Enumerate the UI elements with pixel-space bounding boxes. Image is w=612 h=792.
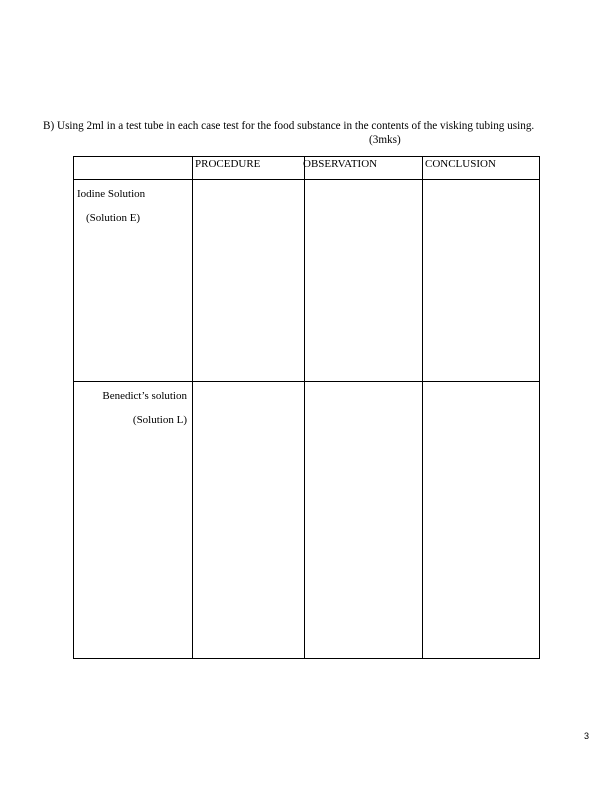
table-row [74, 180, 540, 382]
header-procedure: PROCEDURE [193, 157, 305, 180]
reagent-label: Iodine Solution [77, 188, 146, 200]
procedure-answer-cell[interactable] [193, 180, 305, 382]
observation-answer-cell[interactable] [305, 382, 423, 659]
page-number: 3 [584, 731, 590, 741]
header-conclusion: CONCLUSION [423, 157, 540, 180]
conclusion-answer-cell[interactable] [423, 180, 540, 382]
question-marks: (3mks) [369, 134, 401, 146]
header-observation: OBSERVATION [305, 157, 423, 180]
procedure-answer-cell[interactable] [193, 382, 305, 659]
table-row [74, 382, 540, 659]
reagent-cell [74, 180, 193, 382]
header-blank [74, 157, 193, 180]
solution-label: (Solution E) [86, 212, 141, 224]
question-text: B) Using 2ml in a test tube in each case test for the food substance in the contents of the visking tubing using. [43, 120, 535, 132]
observation-answer-cell[interactable] [305, 180, 423, 382]
table-header-row [74, 157, 540, 180]
solution-label: (Solution L) [132, 414, 187, 426]
food-test-table [73, 156, 540, 659]
reagent-cell [74, 382, 193, 659]
conclusion-answer-cell[interactable] [423, 382, 540, 659]
reagent-label: Benedict’s solution [102, 390, 187, 402]
